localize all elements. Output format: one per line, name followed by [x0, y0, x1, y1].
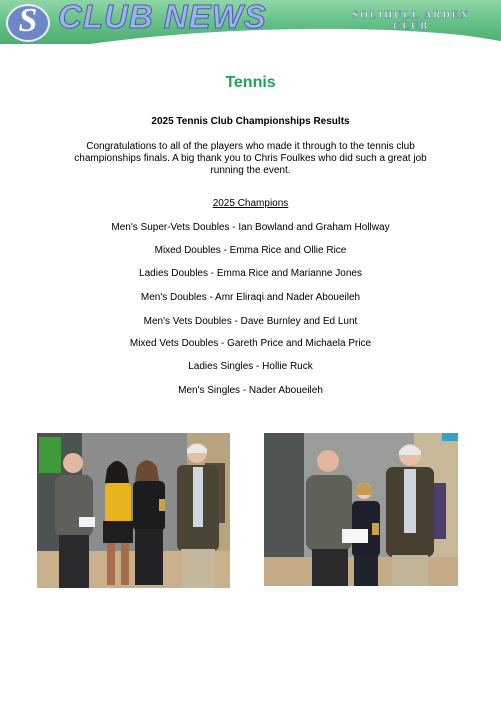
champion-entry: Men's Doubles - Amr Eliraqi and Nader Aboueileh [140, 292, 361, 303]
header-banner [0, 0, 501, 44]
club-logo [6, 4, 50, 42]
champion-entry: Men's Vets Doubles - Dave Burnley and Ed Lunt [143, 316, 358, 327]
club-name-line1: SOLIHULL ARDEN [352, 10, 470, 21]
champion-entry: Ladies Singles - Hollie Ruck [188, 361, 313, 372]
champion-entry: Men's Singles - Nader Aboueileh [178, 385, 323, 396]
results-heading: 2025 Tennis Club Championships Results [151, 116, 350, 127]
champion-entry: Mixed Doubles - Emma Rice and Ollie Rice [154, 245, 347, 256]
photo-singles-winner-image [264, 433, 458, 586]
photo-doubles-winners [37, 433, 230, 588]
champion-entry: Mixed Vets Doubles - Gareth Price and Michaela Price [129, 338, 372, 349]
intro-paragraph: Congratulations to all of the players who made it through to the tennis club championships finals. A big thank you to Chris Foulkes who did such a great job running the event. [74, 141, 427, 176]
newsletter-title: CLUB NEWS [58, 0, 267, 35]
champions-heading: 2025 Champions [212, 198, 289, 209]
champion-entry: Ladies Doubles - Emma Rice and Marianne Jones [139, 268, 362, 279]
club-name [330, 10, 492, 32]
champion-entry: Men's Super-Vets Doubles - Ian Bowland and Graham Hollway [111, 222, 390, 233]
photo-singles-winner [264, 433, 458, 586]
photo-doubles-winners-image [37, 433, 230, 588]
logo-letter: S [18, 2, 38, 39]
section-title: Tennis [225, 74, 276, 91]
club-name-line2: CLUB [393, 21, 429, 32]
